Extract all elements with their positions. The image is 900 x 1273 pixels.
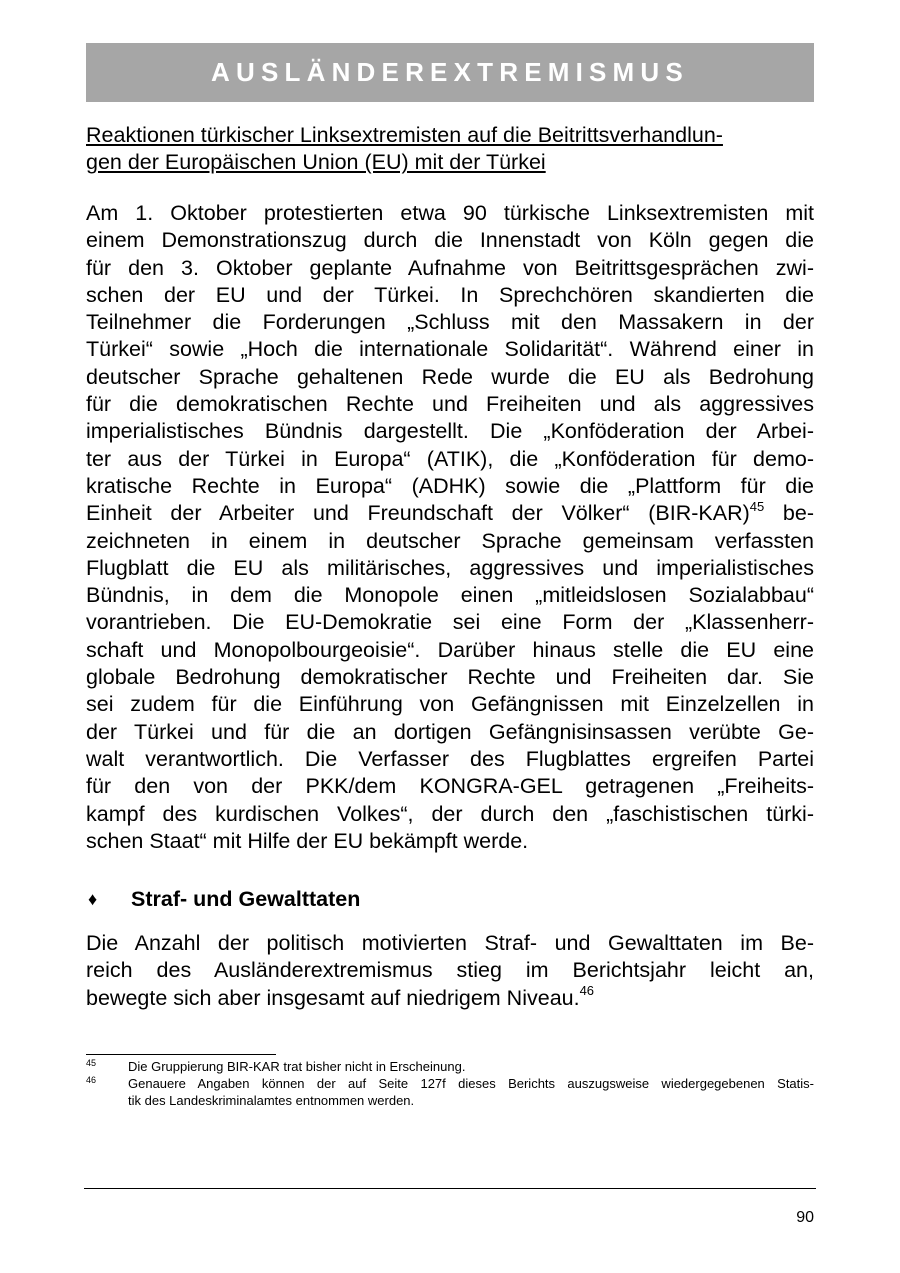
text-line: schen Staat“ mit Hilfe der EU bekämpft werde. — [86, 828, 529, 853]
text-line: für die demokratischen Rechte und Freiheiten und als aggressives — [86, 392, 814, 417]
text-line: für den 3. Oktober geplante Aufnahme von Beitrittsgesprächen zwi- — [86, 255, 814, 280]
text-line: einem Demonstrationszug durch die Innenstadt von Köln gegen die — [86, 228, 814, 253]
text-line: schaft und Monopolbourgeoisie“. Darüber hinaus stelle die EU eine — [86, 637, 814, 662]
footnotes — [86, 1058, 814, 1109]
text-fragment: bewegte sich aber insgesamt auf niedrigem Niveau. — [86, 985, 580, 1010]
text-line: Flugblatt die EU als militärisches, aggressives und imperialistisches — [86, 555, 814, 580]
footer-divider — [84, 1188, 816, 1189]
text-line-with-footnote — [86, 985, 814, 1012]
text-line: schen der EU und der Türkei. In Sprechchören skandierten die — [86, 282, 814, 307]
text-line: sei zudem für die Einführung von Gefängnissen mit Einzelzellen in — [86, 692, 814, 717]
footnote-text — [128, 1058, 814, 1075]
page-number: 90 — [796, 1209, 814, 1226]
footnote-line: Genauere Angaben können der auf Seite 127f dieses Berichts auszugsweise wiedergegebenen Statis- — [128, 1076, 814, 1091]
text-line: Teilnehmer die Forderungen „Schluss mit den Massakern in der — [86, 310, 814, 335]
text-line-with-footnote — [86, 500, 814, 527]
text-line: für den von der PKK/dem KONGRA-GEL getragenen „Freiheits- — [86, 774, 814, 799]
text-line: ter aus der Türkei in Europa“ (ATIK), die „Konföderation für demo- — [86, 446, 814, 471]
paragraph-protest — [86, 200, 814, 855]
footnote-number: 45 — [86, 1058, 97, 1068]
text-line: reich des Ausländerextremismus stieg im Berichtsjahr leicht an, — [86, 958, 814, 983]
text-line: deutscher Sprache gehaltenen Rede wurde die EU als Bedrohung — [86, 364, 814, 389]
footnote-text — [128, 1075, 814, 1109]
text-line: der Türkei und für die an dortigen Gefängnisinsassen verübte Ge- — [86, 719, 814, 744]
diamond-bullet-icon: ♦ — [88, 889, 98, 909]
text-line: globale Bedrohung demokratischer Rechte und Freiheiten dar. Sie — [86, 665, 814, 690]
text-line: kratische Rechte in Europa“ (ADHK) sowie die „Plattform für die — [86, 473, 814, 498]
chapter-header-bar — [86, 43, 814, 102]
text-line: zeichneten in einem in deutscher Sprache gemeinsam verfassten — [86, 528, 814, 553]
section-title-line: gen der Europäischen Union (EU) mit der Türkei — [86, 150, 546, 174]
text-line: Türkei“ sowie „Hoch die internationale Solidarität“. Während einer in — [86, 337, 814, 362]
text-line: kampf des kurdischen Volkes“, der durch den „faschistischen türki- — [86, 801, 814, 826]
chapter-title: AUSLÄNDEREXTREMISMUS — [211, 57, 689, 87]
footnote-ref-46[interactable]: 46 — [579, 983, 595, 999]
footnote-number: 46 — [86, 1075, 97, 1085]
text-fragment: be- — [764, 501, 814, 526]
section-title-line: Reaktionen türkischer Linksextremisten auf die Beitrittsverhandlun- — [86, 123, 723, 147]
text-fragment: Einheit der Arbeiter und Freundschaft der Völker“ (BIR-KAR) — [86, 501, 750, 526]
subheading-text: Straf- und Gewalttaten — [131, 887, 361, 911]
text-line: vorantrieben. Die EU-Demokratie sei eine Form der „Klassenherr- — [86, 610, 814, 635]
footnote-line: tik des Landeskriminalamtes entnommen werden. — [128, 1093, 415, 1108]
text-line: imperialistisches Bündnis dargestellt. Die „Konföderation der Arbei- — [86, 419, 814, 444]
paragraph-offences — [86, 930, 814, 1012]
text-line: walt verantwortlich. Die Verfasser des Flugblattes ergreifen Partei — [86, 746, 814, 771]
text-line: Die Anzahl der politisch motivierten Straf- und Gewalttaten im Be- — [86, 931, 814, 955]
footnote-line: Die Gruppierung BIR-KAR trat bisher nicht in Erscheinung. — [128, 1059, 466, 1074]
text-line: Bündnis, in dem die Monopole einen „mitleidslosen Sozialabbau“ — [86, 583, 814, 608]
footnote-46 — [86, 1075, 814, 1109]
footnote-45 — [86, 1058, 814, 1075]
footnote-ref-45[interactable]: 45 — [749, 499, 765, 515]
section-title — [86, 122, 814, 176]
subheading — [86, 887, 360, 912]
text-line: Am 1. Oktober protestierten etwa 90 türkische Linksextremisten mit — [86, 201, 814, 225]
